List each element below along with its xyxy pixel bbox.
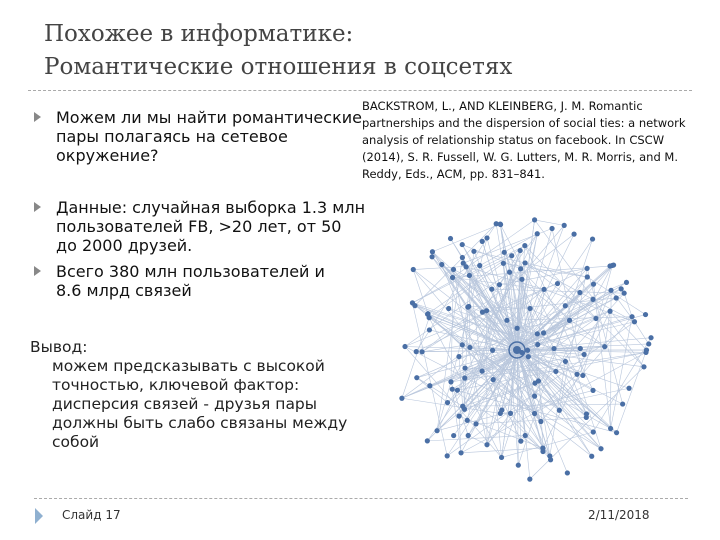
graph-node [532, 217, 537, 222]
graph-center-node [513, 346, 521, 354]
graph-node [457, 414, 462, 419]
graph-node [414, 375, 419, 380]
graph-node [578, 346, 583, 351]
graph-node [532, 381, 537, 386]
graph-node [555, 281, 560, 286]
footer-divider [34, 498, 688, 499]
graph-node [462, 407, 467, 412]
graph-node [532, 394, 537, 399]
graph-node [490, 348, 495, 353]
graph-node [619, 286, 624, 291]
graph-node [467, 345, 472, 350]
title-line-1: Похожее в информатике: [44, 21, 354, 47]
graph-node [462, 365, 467, 370]
graph-node [577, 290, 582, 295]
graph-node [450, 275, 455, 280]
graph-node [491, 377, 496, 382]
graph-node [624, 280, 629, 285]
graph-node [562, 223, 567, 228]
graph-node [563, 359, 568, 364]
graph-node [460, 242, 465, 247]
footer-arrow-icon [35, 508, 43, 524]
graph-node [480, 239, 485, 244]
graph-node [541, 287, 546, 292]
bullet-icon [34, 112, 41, 122]
bullet-icon [34, 266, 41, 276]
graph-node [567, 318, 572, 323]
graph-node [522, 243, 527, 248]
graph-node [508, 411, 513, 416]
graph-edge [559, 268, 587, 410]
graph-edge [611, 317, 632, 429]
title-line-2: Романтические отношения в соцсетях [44, 54, 513, 80]
graph-node [448, 236, 453, 241]
graph-node [591, 282, 596, 287]
graph-node [462, 375, 467, 380]
graph-node [497, 282, 502, 287]
graph-node [614, 430, 619, 435]
graph-node [445, 400, 450, 405]
graph-node [535, 231, 540, 236]
graph-node [565, 470, 570, 475]
graph-node [518, 248, 523, 253]
graph-node [541, 330, 546, 335]
graph-node [477, 263, 482, 268]
graph-node [620, 401, 625, 406]
graph-node [580, 373, 585, 378]
graph-node [450, 387, 455, 392]
bullet-text: Всего 380 млн пользователей и 8.6 млрд связей [56, 262, 325, 300]
graph-node [590, 388, 595, 393]
graph-node [507, 270, 512, 275]
slide-number: Слайд 17 [62, 508, 121, 522]
graph-node [607, 263, 612, 268]
graph-node [434, 428, 439, 433]
graph-node [557, 408, 562, 413]
graph-node [509, 253, 514, 258]
graph-node [591, 429, 596, 434]
graph-node [598, 446, 603, 451]
graph-node [473, 421, 478, 426]
graph-edge [415, 224, 496, 306]
graph-node [643, 350, 648, 355]
graph-node [571, 232, 576, 237]
bullet-total [56, 262, 326, 300]
graph-node [602, 344, 607, 349]
graph-node [484, 442, 489, 447]
graph-node [439, 262, 444, 267]
graph-node [425, 438, 430, 443]
graph-node [626, 386, 631, 391]
graph-node [648, 335, 653, 340]
graph-node [553, 369, 558, 374]
graph-node [471, 249, 476, 254]
graph-edge [518, 239, 592, 465]
graph-node [451, 433, 456, 438]
graph-node [574, 372, 579, 377]
graph-node [549, 226, 554, 231]
reference-citation: BACKSTROM, L., AND KLEINBERG, J. M. Romantic partnerships and the dispersion of social ties: a network analysis of relationship status on facebook. In CSCW (2014), S. R. Fussell, W. G. Lutters, M. R. Morris, and M. Reddy, Eds., ACM, pp. 831–841. [362, 99, 686, 181]
graph-node [551, 346, 556, 351]
graph-node [622, 291, 627, 296]
bullet-question [56, 108, 366, 165]
graph-node [526, 354, 531, 359]
graph-node [519, 277, 524, 282]
graph-node [498, 411, 503, 416]
graph-node [419, 349, 424, 354]
graph-node [402, 344, 407, 349]
graph-node [411, 267, 416, 272]
graph-node [467, 273, 472, 278]
graph-node [445, 453, 450, 458]
graph-node [547, 453, 552, 458]
graph-node [590, 297, 595, 302]
graph-node [448, 379, 453, 384]
graph-node [455, 388, 460, 393]
graph-node [607, 309, 612, 314]
graph-edge [461, 448, 543, 453]
graph-node [461, 261, 466, 266]
graph-edge [432, 224, 500, 252]
conclusion-text: можем предсказывать с высокой точностью, ключевой фактор: дисперсия связей - друзья пары должны быть слабо связаны между собой [52, 357, 348, 451]
graph-node [427, 315, 432, 320]
graph-node [501, 261, 506, 266]
graph-node [451, 267, 456, 272]
graph-node [460, 342, 465, 347]
graph-node [527, 306, 532, 311]
graph-node [446, 306, 451, 311]
graph-node [427, 383, 432, 388]
graph-node [456, 354, 461, 359]
graph-node [525, 348, 530, 353]
graph-node [632, 319, 637, 324]
graph-edge [594, 284, 611, 428]
bullet-icon [34, 202, 41, 212]
graph-node [518, 439, 523, 444]
graph-node [523, 260, 528, 265]
graph-node [532, 411, 537, 416]
graph-node [589, 454, 594, 459]
graph-node [527, 477, 532, 482]
graph-node [582, 352, 587, 357]
graph-node [585, 274, 590, 279]
graph-node [489, 287, 494, 292]
bullet-data [56, 198, 366, 255]
bullet-text: Данные: случайная выборка 1.3 млн пользователей FB, >20 лет, от 50 до 2000 друзей. [56, 198, 366, 255]
graph-node [629, 314, 634, 319]
graph-node [593, 316, 598, 321]
graph-node [499, 455, 504, 460]
graph-node [590, 236, 595, 241]
graph-node [585, 266, 590, 271]
graph-node [614, 295, 619, 300]
graph-node [479, 369, 484, 374]
graph-node [523, 433, 528, 438]
graph-node [515, 326, 520, 331]
graph-node [484, 308, 489, 313]
graph-node [518, 266, 523, 271]
graph-node [535, 331, 540, 336]
graph-node [646, 341, 651, 346]
conclusion-heading: Вывод: [30, 338, 88, 356]
graph-node [429, 254, 434, 259]
graph-node [540, 449, 545, 454]
graph-node [641, 364, 646, 369]
graph-edge [535, 220, 565, 225]
graph-node [563, 303, 568, 308]
bullet-text: Можем ли мы найти романтические пары полагаясь на сетевое окружение? [56, 108, 362, 165]
graph-node [460, 255, 465, 260]
graph-node [430, 249, 435, 254]
graph-node [498, 222, 503, 227]
graph-node [414, 349, 419, 354]
graph-node [410, 300, 415, 305]
graph-node [504, 318, 509, 323]
graph-node [643, 312, 648, 317]
graph-edge [617, 350, 647, 433]
graph-node [516, 463, 521, 468]
graph-node [458, 450, 463, 455]
graph-node [502, 250, 507, 255]
slide-date: 2/11/2018 [588, 508, 650, 522]
graph-edge [634, 322, 648, 344]
graph-node [466, 433, 471, 438]
conclusion [30, 338, 372, 452]
graph-node [399, 396, 404, 401]
graph-node [465, 418, 470, 423]
graph-edge [427, 436, 525, 441]
graph-node [427, 327, 432, 332]
graph-node [535, 342, 540, 347]
graph-node [608, 426, 613, 431]
graph-node [466, 304, 471, 309]
graph-node [584, 411, 589, 416]
graph-node [484, 235, 489, 240]
graph-node [538, 419, 543, 424]
graph-node [608, 288, 613, 293]
